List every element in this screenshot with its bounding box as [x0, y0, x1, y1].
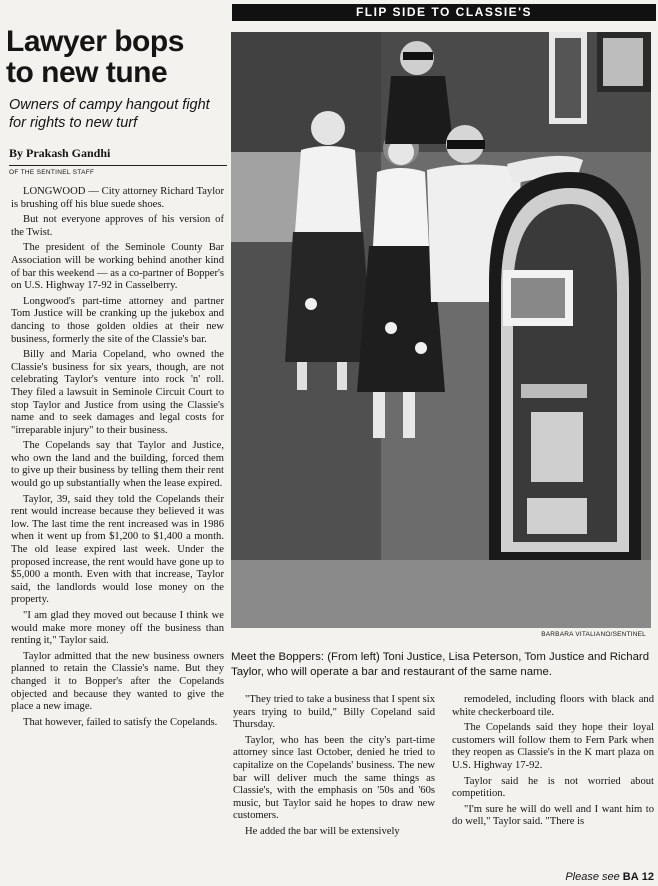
jump-prefix: Please see	[565, 871, 623, 883]
paragraph: That however, failed to satisfy the Copelands.	[23, 716, 218, 728]
paragraph: Billy and Maria Copeland, who owned the Classie's business for six years, though, are not celebrating Taylor's venture into rock 'n' roll. They filed a lawsuit in Seminole Circuit Court to stop Taylor and Justice from using the Classie's name and to seek damages and legal costs for "irreparable injury" to their business.	[11, 349, 224, 436]
paragraph: But not everyone approves of his version of the Twist.	[11, 214, 224, 238]
paragraph: He added the bar will be extensively	[245, 825, 400, 837]
jump-line	[536, 869, 654, 885]
paragraph: Taylor, 39, said they told the Copelands their rent would increase because they believed it was low. The last time the rent increased was in 1986 when it went up from $1,200 to $1,400 a month. The old lease expired last week. Under the proposed increase, the rent would have gone up to $5,000 a month. Even with that increase, Taylor said, the landlords would lose money on the property.	[11, 493, 224, 606]
news-photo	[231, 32, 651, 628]
paragraph: LONGWOOD — City attorney Richard Taylor is brushing off his blue suede shoes.	[11, 186, 224, 210]
article-column-1	[11, 186, 224, 882]
section-banner: FLIP SIDE TO CLASSIE'S	[232, 4, 656, 21]
paragraph: The president of the Seminole County Bar Association will be working behind another kind of bar this weekend — as a co-partner of Bopper's on U.S. Highway 17-92 in Casselberry.	[11, 242, 224, 292]
jump-section: BA	[622, 871, 639, 883]
paragraph: "I am glad they moved out because I think we would make more money off the business than renting it," Taylor said.	[11, 610, 224, 647]
paragraph: Taylor, who has been the city's part-time attorney since last October, denied he tried to capitalize on the Copelands' business. The new bar will deliver much the same things as Classie's, with the emphasis on '50s and '60s music, but Taylor said he hopes to draw new customers.	[233, 734, 435, 822]
paragraph: Taylor said he is not worried about competition.	[452, 775, 654, 800]
photo-credit: BARBARA VITALIANO/SENTINEL	[541, 631, 646, 638]
headline-line-2: to new tune	[6, 56, 168, 89]
photo-illustration	[231, 32, 651, 628]
paragraph: The Copelands say that Taylor and Justice, who own the land and the building, forced them to give up their business by telling them their rent would go up substantially when the lease expired.	[11, 440, 224, 490]
article-column-3	[452, 694, 654, 882]
deck-subheadline: Owners of campy hangout fight for rights to new turf	[9, 97, 210, 131]
byline: By Prakash Gandhi	[9, 146, 111, 160]
article-column-2	[233, 694, 435, 882]
headline-line-1: Lawyer bops	[6, 25, 184, 58]
paragraph: The Copelands said they hope their loyal customers will follow them to Fern Park when they reopen as Classie's in the K mart plaza on U.S. Highway 17-92.	[452, 722, 654, 771]
paragraph: Taylor admitted that the new business owners planned to retain the Classie's name. But they changed it to Bopper's after the Copelands objected and because they wanted to give the place a new image.	[11, 650, 224, 713]
jump-page: 12	[641, 871, 654, 883]
paragraph: remodeled, including floors with black and white checkerboard tile.	[452, 694, 654, 718]
photo-caption: Meet the Boppers: (From left) Toni Justice, Lisa Peterson, Tom Justice and Richard Taylor, who will operate a bar and restaurant of the same name.	[231, 651, 650, 678]
headline	[6, 26, 228, 88]
paragraph: "I'm sure he will do well and I want him to do well," Taylor said. "There is	[452, 803, 654, 828]
paragraph: Longwood's part-time attorney and partner Tom Justice will be cranking up the jukebox and dancing to those golden oldies at their new business, formerly the site of the Classie's bar.	[11, 295, 224, 345]
paragraph: "They tried to take a business that I spent six years trying to build," Billy Copeland said Thursday.	[233, 694, 435, 731]
staff-line: OF THE SENTINEL STAFF	[9, 165, 227, 176]
